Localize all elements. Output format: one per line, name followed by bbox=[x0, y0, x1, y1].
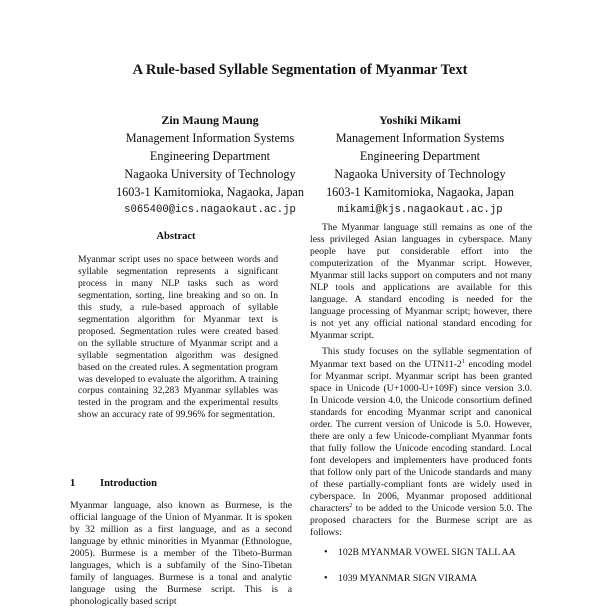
paragraph bbox=[310, 346, 532, 539]
section-number: 1 bbox=[70, 478, 76, 489]
abstract-text: Myanmar script uses no space between words and syllable segmentation represents a significant process in many NLP tasks such as word segmentation, sorting, line breaking and so on. In this study, a rule-based approach of syllable segmentation algorithm for Myanmar text is proposed. Segmentation rules were created based on the syllable structure of Myanmar script and a syllable segmentation algorithm was designed based on the created rules. A segmentation program was developed to evaluate the algorithm. A training corpus containing 32,283 Myanmar syllables was tested in the program and the experimental results show an accuracy rate of 99.96% for segmentation. bbox=[78, 254, 278, 421]
footnote-marker: 1 bbox=[461, 358, 465, 365]
paragraph-text: This study focuses on the syllable segmentation of Myanmar text based on the UTN11-2 bbox=[310, 346, 532, 370]
author-affiliation-line: Management Information Systems bbox=[125, 131, 295, 145]
section-title: Introduction bbox=[100, 478, 157, 489]
paper-title: A Rule-based Syllable Segmentation of Myanmar Text bbox=[132, 62, 468, 78]
footnote-marker: 2 bbox=[349, 502, 353, 509]
character-list bbox=[310, 547, 532, 585]
section-heading bbox=[70, 478, 157, 489]
author-affiliation-line: Engineering Department bbox=[359, 149, 481, 163]
abstract-heading: Abstract bbox=[156, 231, 196, 242]
author-email: mikami@kjs.nagaokaut.ac.jp bbox=[337, 204, 503, 216]
paragraph-text: encoding model for Myanmar script. Myanmar script has been granted space in Unicode (U+1000-U+109F) since version 3.0. In Unicode version 4.0, the Unicode consortium defined standards for encoding Myanmar script and canonical order. The current version of Unicode is 5.0. However, there are only a few Unicode-compliant Myanmar fonts that fully follow the Unicode encoding standard. Local font developers and implementers have produced fonts that follow only part of the Unicode standards and many of these partially-compliant fonts are widely used in cyberspace. In 2006, Myanmar proposed additional characters bbox=[310, 358, 532, 515]
author-address-line: 1603-1 Kamitomioka, Nagaoka, Japan bbox=[116, 185, 304, 199]
author-affiliation-line: Engineering Department bbox=[149, 149, 271, 163]
introduction-text: Myanmar language, also known as Burmese, is the official language of the Union of Myanmar. It is spoken by 32 million as a first language, and as a second language by ethnic minorities in Myanmar (Ethnologue, 2005). Burmese is a member of the Tibeto-Burman languages, which is a subfamily of the Sino-Tibetan family of languages. Burmese is a tonal and analytic language using the Burmese script. This is a phonologically based script bbox=[70, 500, 292, 608]
bullet-icon: • bbox=[324, 547, 328, 559]
right-column bbox=[310, 222, 532, 599]
author-block-2 bbox=[300, 111, 540, 219]
list-item: • 102B MYANMAR VOWEL SIGN TALL AA bbox=[324, 547, 516, 559]
author-email: s065400@ics.nagaokaut.ac.jp bbox=[124, 204, 296, 216]
paragraph-text: to be added to the Unicode version 5.0. The proposed characters for the Burmese script are as follows: bbox=[310, 503, 532, 539]
author-affiliation-line: Management Information Systems bbox=[335, 131, 505, 145]
author-name: Zin Maung Maung bbox=[161, 113, 259, 127]
author-name: Yoshiki Mikami bbox=[379, 113, 461, 127]
bullet-icon: • bbox=[324, 573, 328, 585]
author-address-line: 1603-1 Kamitomioka, Nagaoka, Japan bbox=[326, 185, 514, 199]
author-affiliation-line: Nagaoka University of Technology bbox=[334, 167, 506, 181]
author-affiliation-line: Nagaoka University of Technology bbox=[124, 167, 296, 181]
list-item: • 1039 MYANMAR SIGN VIRAMA bbox=[324, 573, 477, 585]
paragraph: The Myanmar language still remains as one of the less privileged Asian languages in cyberspace. Many people have put considerable effort into the computerization of the Myanmar script. However, Myanmar still lacks support on computers and not many NLP tools and applications are available for this language. A standard encoding is needed for the language processing of Myanmar script; however, there is not yet any official national standard encoding for Myanmar script. bbox=[310, 222, 532, 342]
